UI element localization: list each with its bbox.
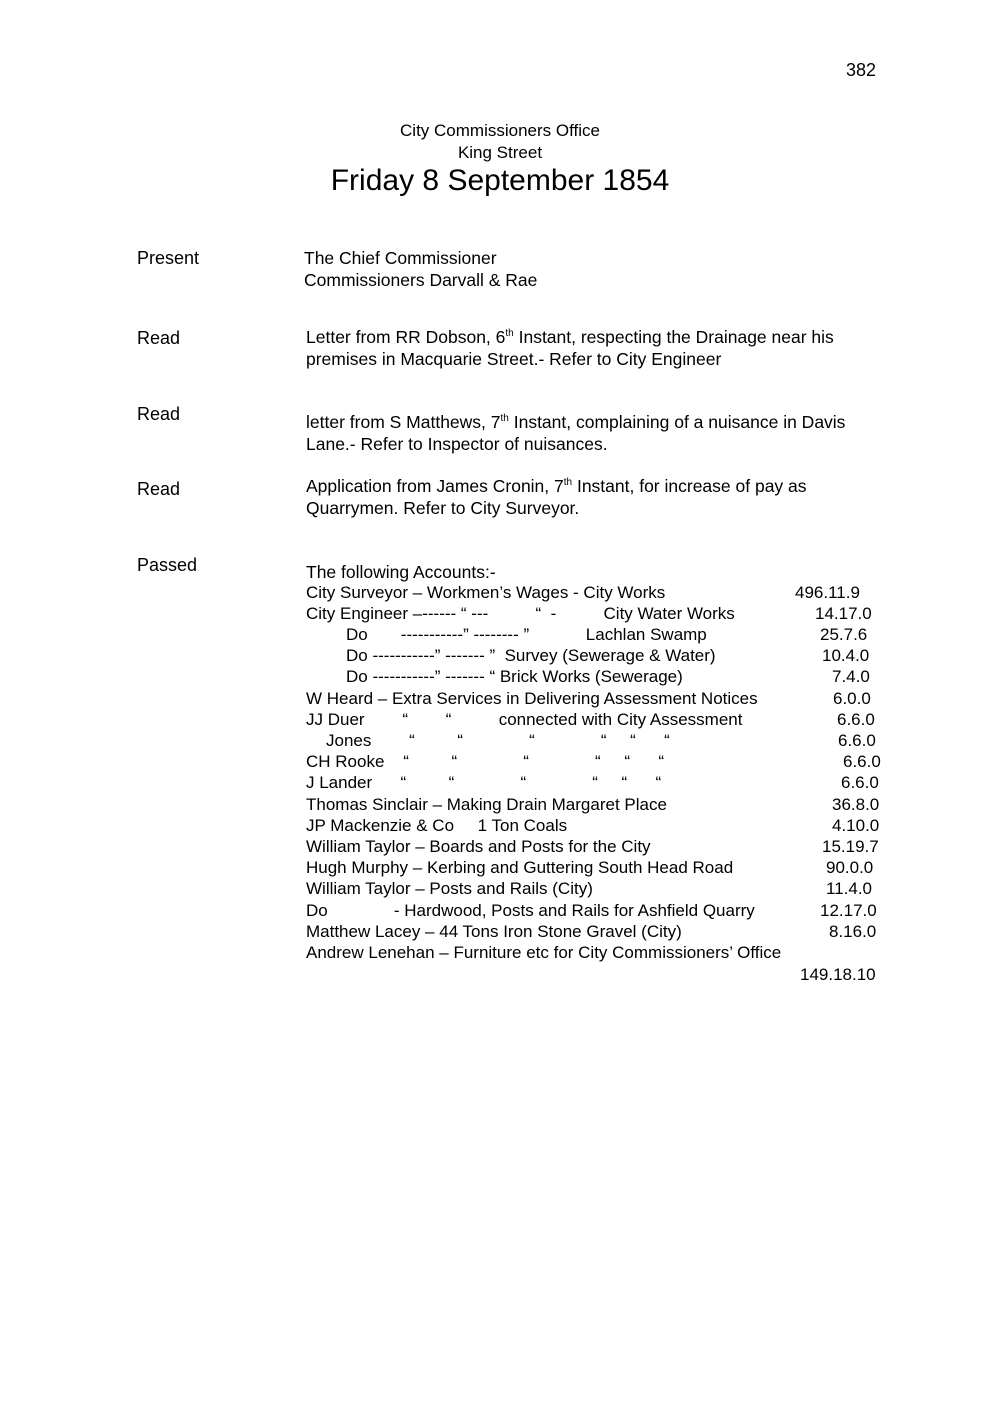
account-desc: William Taylor – Posts and Rails (City) bbox=[306, 879, 593, 898]
account-amount: 10.4.0 bbox=[822, 646, 870, 665]
present-label: Present bbox=[137, 248, 200, 268]
account-amount: 11.4.0 bbox=[826, 879, 873, 898]
account-desc: William Taylor – Boards and Posts for the City bbox=[306, 837, 651, 856]
account-desc: Do -----------” ------- “ Brick Works (Sewerage) bbox=[346, 667, 683, 686]
account-desc: City Engineer –------ “ --- “ - City Water Works bbox=[306, 604, 735, 623]
account-desc: Do -----------” -------- ” Lachlan Swamp bbox=[346, 625, 707, 644]
account-desc: Do - Hardwood, Posts and Rails for Ashfield Quarry bbox=[306, 901, 755, 920]
account-amount: 6.0.0 bbox=[833, 689, 871, 708]
account-desc: Andrew Lenehan – Furniture etc for City Commissioners’ Office bbox=[306, 943, 782, 962]
account-amount: 6.6.0 bbox=[843, 752, 881, 771]
present-line-1: The Chief Commissioner bbox=[304, 248, 497, 268]
account-amount: 4.10.0 bbox=[832, 816, 880, 835]
account-desc: Hugh Murphy – Kerbing and Guttering South Head Road bbox=[306, 858, 734, 877]
account-amount: 7.4.0 bbox=[832, 667, 870, 686]
read-entry-2-line-2: Lane.- Refer to Inspector of nuisances. bbox=[306, 434, 608, 454]
account-amount: 8.16.0 bbox=[829, 922, 877, 941]
account-desc: Matthew Lacey – 44 Tons Iron Stone Gravel (City) bbox=[306, 922, 682, 941]
present-line-2: Commissioners Darvall & Rae bbox=[304, 270, 538, 290]
account-amount: 25.7.6 bbox=[820, 625, 868, 644]
account-amount: 496.11.9 bbox=[795, 583, 860, 602]
account-amount: 6.6.0 bbox=[837, 710, 875, 729]
account-desc: JJ Duer “ “ connected with City Assessment bbox=[306, 710, 743, 729]
account-desc: Thomas Sinclair – Making Drain Margaret Place bbox=[306, 795, 667, 814]
office-heading: City Commissioners Office bbox=[400, 121, 600, 140]
read-entry-1-line-2: premises in Macquarie Street.- Refer to City Engineer bbox=[306, 349, 722, 369]
read-entry-3-line-2: Quarrymen. Refer to City Surveyor. bbox=[306, 498, 580, 518]
read-entry-1-line-1: Letter from RR Dobson, 6th Instant, respecting the Drainage near his bbox=[306, 327, 834, 347]
account-amount: 15.19.7 bbox=[822, 837, 879, 856]
account-amount: 90.0.0 bbox=[826, 858, 874, 877]
read-label-3: Read bbox=[137, 479, 181, 499]
account-desc: JP Mackenzie & Co 1 Ton Coals bbox=[306, 816, 568, 835]
account-amount: 149.18.10 bbox=[800, 965, 876, 984]
page-number: 382 bbox=[846, 60, 877, 80]
read-entry-3-line-1: Application from James Cronin, 7th Instant, for increase of pay as bbox=[306, 476, 807, 496]
account-amount: 6.6.0 bbox=[841, 773, 879, 792]
account-desc: Jones “ “ “ “ “ “ bbox=[326, 731, 670, 750]
account-amount: 36.8.0 bbox=[832, 795, 880, 814]
read-label-2: Read bbox=[137, 404, 181, 424]
account-amount: 6.6.0 bbox=[838, 731, 876, 750]
passed-label: Passed bbox=[137, 555, 198, 575]
read-label-1: Read bbox=[137, 328, 181, 348]
account-desc: City Surveyor – Workmen’s Wages - City Works bbox=[306, 583, 666, 602]
account-desc: J Lander “ “ “ “ “ “ bbox=[306, 773, 662, 792]
accounts-intro: The following Accounts:- bbox=[306, 562, 496, 582]
account-desc: W Heard – Extra Services in Delivering Assessment Notices bbox=[306, 689, 758, 708]
street-heading: King Street bbox=[457, 143, 543, 162]
read-entry-2-line-1: letter from S Matthews, 7th Instant, complaining of a nuisance in Davis bbox=[306, 412, 846, 432]
meeting-date-title: Friday 8 September 1854 bbox=[330, 164, 670, 197]
account-desc: CH Rooke “ “ “ “ “ “ bbox=[306, 752, 664, 771]
account-desc: Do -----------” ------- ” Survey (Sewerage & Water) bbox=[346, 646, 716, 665]
account-amount: 12.17.0 bbox=[820, 901, 877, 920]
account-amount: 14.17.0 bbox=[815, 604, 872, 623]
